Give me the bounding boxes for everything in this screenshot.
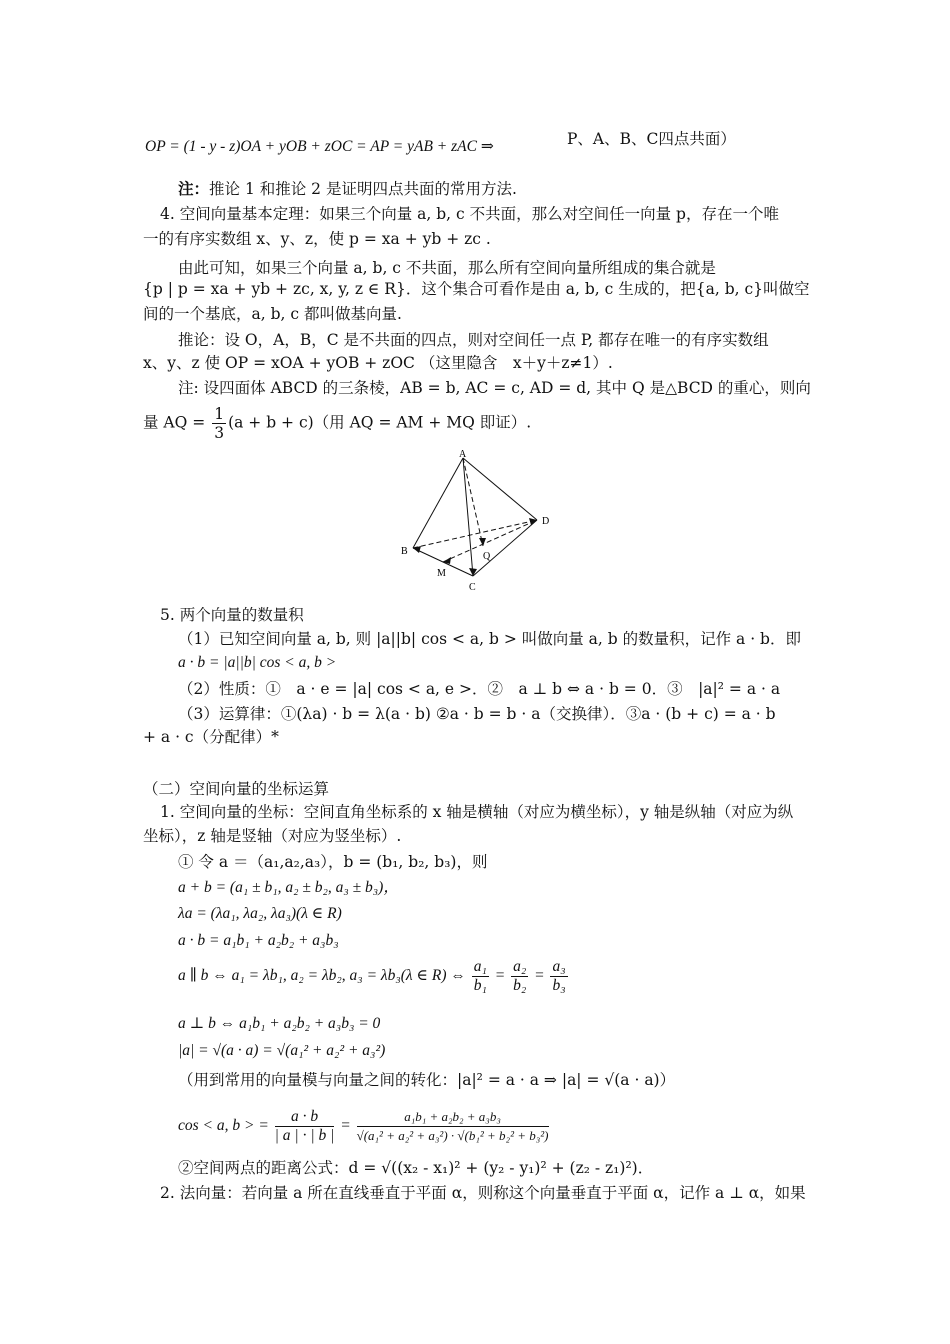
theorem-4-line2: 一的有序实数组 x、y、z，使 p = xa + yb + zc .: [143, 230, 491, 248]
basis-line2: {p | p = xa + yb + zc, x, y, z ∈ R}．这个集合可看作是由 a, b, c 生成的，把{a, b, c}叫做空: [143, 280, 810, 298]
label-q: Q: [483, 551, 491, 562]
cosine-fraction-2: $\frac{\text{a₁b₁ + a₂b₂ + a₃b₃}}{\text{√(a₁² + a₂² + a₃²) · √(b₁² + b₂² + b₃²)}}$: [356, 1109, 549, 1143]
coordinates-line2: 坐标），z 轴是竖轴（对应为竖坐标）.: [143, 827, 402, 845]
edge-ab: [413, 458, 463, 548]
dot-product-properties: （2）性质：① a · e = |a| cos < a, e >．② a ⊥ b ⇔ a · b = 0．③ |a|² = a · a: [178, 680, 781, 698]
ratio-1: $\frac{\text{a₁}}{\text{b₁}}$: [473, 958, 487, 994]
label-d: D: [542, 516, 550, 527]
parallel-condition: a ∥ b ⇔ a₁ = λb₁, a₂ = λb₂, a₃ = λb₃(λ ∈ R) ⇔ $\frac{\text{a₁}}{\text{b₁}}$ = $\frac{\text{a₂}}{\text{b₂}}$ = $\frac{\text{a₃}}{\text{b₃}}$: [178, 958, 566, 994]
basis-line1: 由此可知，如果三个向量 a, b, c 不共面，那么所有空间向量所组成的集合就是: [178, 259, 716, 277]
centroid-vector: 量 AQ = $\frac{1}{3}$ (a + b + c)（用 AQ = AM + MQ 即证）.: [143, 405, 532, 442]
operation-laws-line1: （3）运算律：①(λa) · b = λ(a · b) ②a · b = b · a（交换律）．③a · (b + c) = a · b: [178, 705, 776, 723]
section-2-title: （二）空间向量的坐标运算: [143, 780, 330, 798]
basis-line3: 间的一个基底，a, b, c 都叫做基向量.: [143, 305, 402, 323]
scalar-multiplication: λa = (λa₁, λa₂, λa₃)(λ ∈ R): [178, 905, 342, 922]
corollary-line2: x、y、z 使 OP = xOA + yOB + zOC （这里隐含 x＋y＋z≠1）.: [143, 354, 613, 372]
edge-cd: [473, 520, 537, 576]
one-third-fraction: $\frac{1}{3}$: [214, 405, 225, 442]
dot-product-formula: a · b = |a||b| cos < a, b >: [178, 654, 337, 671]
magnitude-conversion: （用到常用的向量模与向量之间的转化：|a|² = a · a ⇒ |a| = √(a · a)）: [178, 1071, 676, 1089]
magnitude-formula: |a| = √(a · a) = √(a₁² + a₂² + a₃²): [178, 1042, 386, 1059]
edge-ad: [463, 458, 537, 520]
vector-addition: a + b = (a₁ ± b₁, a₂ ± b₂, a₃ ± b₃)，: [178, 879, 399, 896]
edge-bd-hidden: [413, 520, 537, 548]
tetrahedron-figure: [395, 448, 565, 596]
arrow-b: [413, 546, 421, 553]
label-c: C: [469, 582, 476, 593]
segment-aq: [463, 458, 483, 546]
label-m: M: [437, 568, 446, 579]
coplanar-formula: OP = (1 - y - z)OA + yOB + zOC = AP = yAB + zAC ⇒: [145, 138, 494, 155]
edge-ac: [463, 458, 473, 576]
theorem-4-line1: 4. 空间向量基本定理：如果三个向量 a, b, c 不共面，那么对空间任一向量 p，存在一个唯: [160, 205, 779, 223]
arrow-q: [479, 538, 486, 546]
normal-vector-definition: 2. 法向量：若向量 a 所在直线垂直于平面 α，则称这个向量垂直于平面 α，记作 a ⊥ α，如果: [160, 1184, 806, 1202]
note-corollary: 注：推论 1 和推论 2 是证明四点共面的常用方法.: [178, 179, 517, 198]
label-b: B: [401, 546, 408, 557]
section-5-title: 5. 两个向量的数量积: [160, 606, 304, 624]
distance-formula: ②空间两点的距离公式：d = √((x₂ - x₁)² + (y₂ - y₁)² + (z₂ - z₁)²)．: [178, 1159, 654, 1177]
perpendicular-condition: a ⊥ b ⇔ a₁b₁ + a₂b₂ + a₃b₃ = 0: [178, 1015, 381, 1032]
ratio-2: $\frac{\text{a₂}}{\text{b₂}}$: [513, 958, 527, 994]
coordinates-line1: 1. 空间向量的坐标：空间直角坐标系的 x 轴是横轴（对应为横坐标），y 轴是纵轴（对应为纵: [160, 803, 794, 821]
let-vectors: ① 令 a ＝（a₁,a₂,a₃），b = (b₁, b₂, b₃)，则: [178, 853, 488, 871]
corollary-line1: 推论：设 O，A，B，C 是不共面的四点，则对空间任一点 P, 都存在唯一的有序实数组: [178, 331, 769, 349]
cosine-fraction-1: $\frac{a \cdot b}{| a | \cdot | b |}$: [274, 1108, 335, 1144]
operation-laws-line2: + a · c（分配律）*: [143, 728, 279, 746]
dot-product-definition: （1）已知空间向量 a, b, 则 |a||b| cos < a, b > 叫做向量 a, b 的数量积，记作 a · b．即: [178, 630, 801, 648]
coordinate-dot-product: a · b = a₁b₁ + a₂b₂ + a₃b₃: [178, 932, 339, 949]
ratio-3: $\frac{\text{a₃}}{\text{b₃}}$: [552, 958, 566, 994]
cosine-formula: cos < a, b > = $\frac{a \cdot b}{| a | \cdot | b |}$ = $\frac{\text{a₁b₁ + a₂b₂ + a₃b₃}}{\text{√(a₁² + a₂² + a₃²) · √(b₁² + b₂² + b₃²)}}$: [178, 1108, 549, 1144]
coplanar-conclusion: P、A、B、C四点共面）: [567, 130, 736, 148]
label-a: A: [459, 449, 467, 460]
tetrahedron-note: 注: 设四面体 ABCD 的三条棱，AB = b, AC = c, AD = d, 其中 Q 是△BCD 的重心，则向: [178, 379, 811, 397]
